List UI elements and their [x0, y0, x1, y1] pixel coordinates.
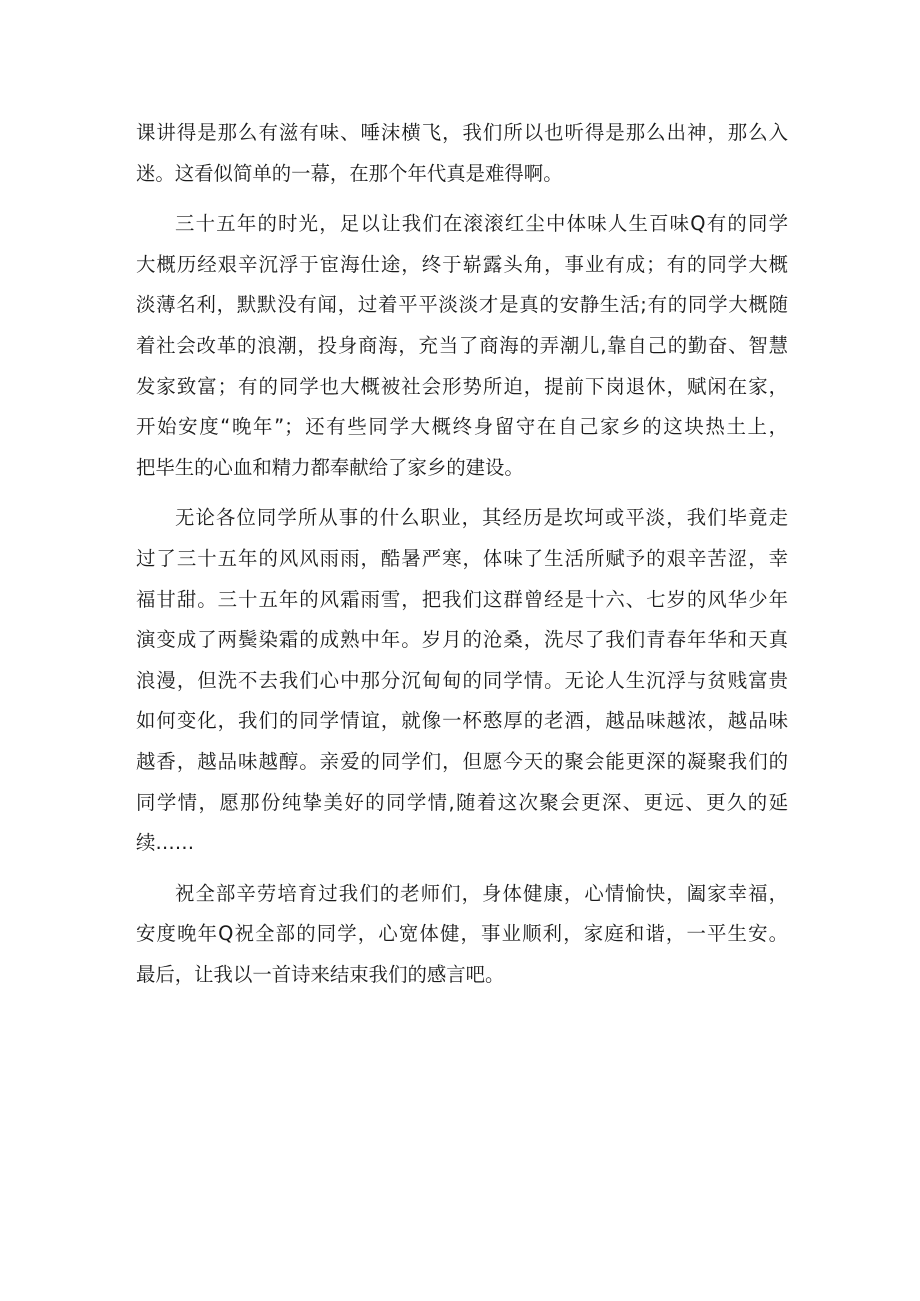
- text-line: 如何变化，我们的同学情谊，就像一杯憨厚的老酒，越品味越浓，越品味: [136, 709, 788, 733]
- text-line: 淡薄名利，默默没有闻，过着平平淡淡才是真的安静生活;有的同学大概随: [136, 293, 788, 317]
- text-line: 祝全部辛劳培育过我们的老师们，身体健康，心情愉快，阖家幸福，: [175, 881, 788, 905]
- paragraph-2: [136, 204, 788, 488]
- text-line: 三十五年的时光，足以让我们在滚滚红尘中体味人生百味Q有的同学: [175, 212, 788, 236]
- paragraph-4: [136, 874, 788, 996]
- text-line: 无论各位同学所从事的什么职业，其经历是坎坷或平淡，我们毕竟走: [175, 506, 788, 530]
- text-line: 续……: [136, 831, 195, 855]
- text-line: 课讲得是那么有滋有味、唾沫横飞，我们所以也听得是那么出神，那么入: [136, 121, 788, 144]
- text-line: 最后，让我以一首诗来结束我们的感言吧。: [136, 962, 505, 986]
- text-line: 把毕生的心血和精力都奉献给了家乡的建设。: [136, 455, 524, 479]
- text-line: 迷。这看似简单的一幕，在那个年代真是难得啊。: [136, 161, 563, 185]
- text-line: 开始安度“晚年”；还有些同学大概终身留守在自己家乡的这块热土上，: [136, 415, 788, 439]
- text-line: 安度晚年Q祝全部的同学，心宽体健，事业顺利，家庭和谐，一平生安。: [136, 922, 788, 946]
- text-line: 越香，越品味越醇。亲爱的同学们，但愿今天的聚会能更深的凝聚我们的: [136, 749, 788, 773]
- text-line: 福甘甜。三十五年的风霜雨雪，把我们这群曾经是十六、七岁的风华少年: [136, 587, 788, 611]
- text-line: 发家致富；有的同学也大概被社会形势所迫，提前下岗退休，赋闲在家，: [136, 374, 788, 398]
- paragraph-3: [136, 498, 788, 863]
- text-line: 着社会改革的浪潮，投身商海，充当了商海的弄潮儿,靠自己的勤奋、智慧: [136, 333, 788, 357]
- paragraph-1: [136, 113, 788, 194]
- text-line: 演变成了两鬓染霜的成熟中年。岁月的沧桑，洗尽了我们青春年华和天真: [136, 628, 788, 652]
- text-line: 同学情，愿那份纯挚美好的同学情,随着这次聚会更深、更远、更久的延: [136, 790, 788, 814]
- body-text: [136, 113, 788, 1005]
- text-line: 过了三十五年的风风雨雨，酷暑严寒，体味了生活所赋予的艰辛苦涩，幸: [136, 546, 788, 570]
- text-line: 大概历经艰辛沉浮于宦海仕途，终于崭露头角，事业有成；有的同学大概: [136, 252, 788, 276]
- text-line: 浪漫，但洗不去我们心中那分沉甸甸的同学情。无论人生沉浮与贫贱富贵: [136, 668, 788, 692]
